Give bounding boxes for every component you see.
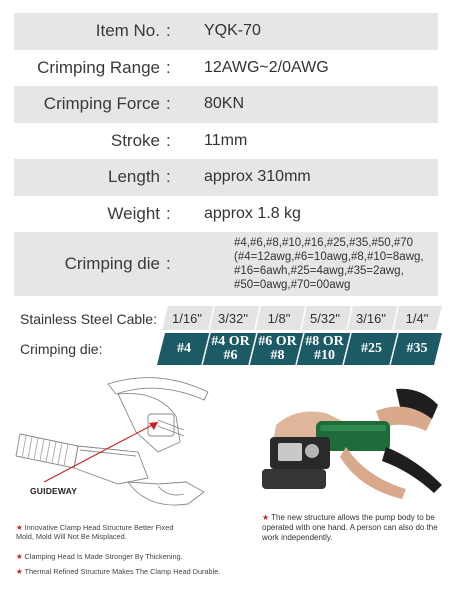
feature-note-text: Innovative Clamp Head Structure Better Fixed Mold, Mold Will Not Be Misplaced. <box>16 523 174 541</box>
die-cell-line: #8 OR <box>305 334 344 349</box>
die-cell-4 <box>161 333 207 365</box>
red-star-icon: ★ <box>262 513 270 522</box>
spec-colon: : <box>166 21 171 41</box>
spec-colon: : <box>166 203 171 223</box>
spec-row-crimping-range <box>14 50 438 87</box>
upper-handle-outline <box>108 378 208 400</box>
spec-label: Stroke <box>110 130 160 150</box>
spec-colon: : <box>166 94 171 114</box>
guideway-arrow-line <box>44 422 158 482</box>
spec-value: YQK-70 <box>204 22 261 40</box>
spec-row-stroke <box>14 123 438 160</box>
feature-note-text: Thermal Refined Structure Makes The Clamp Head Durable. <box>24 567 221 576</box>
die-list-line: #16=6awh,#25=4awg,#35=2awg, <box>234 265 404 277</box>
spec-table <box>14 13 438 296</box>
die-cell-line: #8 <box>270 348 285 363</box>
die-list-line: (#4=12awg,#6=10awg,#8,#10=8awg, <box>234 251 424 263</box>
cable-size-label: Stainless Steel Cable: <box>20 311 157 327</box>
spec-label: Weight <box>107 203 160 223</box>
cable-size-bar <box>162 306 442 330</box>
one-hand-operation-note <box>262 513 448 543</box>
feature-note-text: Clamping Head Is Made Stronger By Thickening. <box>24 552 183 561</box>
pump-body-outline <box>74 446 148 484</box>
spec-label: Item No. <box>95 21 160 41</box>
spec-row-item-no <box>14 13 438 50</box>
feature-note-2 <box>16 552 216 561</box>
spec-row-crimping-force <box>14 86 438 123</box>
cable-size-3-16: 3/16" <box>356 310 386 326</box>
cable-size-1-4: 1/4" <box>405 310 429 326</box>
red-star-icon: ★ <box>16 523 23 532</box>
cable-size-5-32: 5/32" <box>310 310 340 326</box>
cable-size-1-16: 1/16" <box>172 310 202 326</box>
crimp-head-outline <box>118 393 180 452</box>
lower-clamp-shape <box>262 469 326 489</box>
feature-note-1 <box>16 523 186 541</box>
die-cell-35 <box>395 333 439 365</box>
die-cell-4-or-6 <box>207 333 254 365</box>
spec-colon: : <box>166 57 171 77</box>
spec-label: Crimping Range <box>37 57 160 77</box>
feature-note-3 <box>16 567 226 576</box>
spec-value: 80KN <box>204 95 245 113</box>
lower-clamp-detail <box>158 486 184 495</box>
one-hand-operation-text: The new structure allows the pump body to be operated with one hand. A person can also do the work independently. <box>262 513 438 542</box>
red-star-icon: ★ <box>16 567 23 576</box>
spec-row-length <box>14 159 438 196</box>
die-cell-line: #6 OR <box>258 334 297 349</box>
die-block-shape <box>278 443 302 461</box>
red-star-icon: ★ <box>16 552 23 561</box>
spec-label: Crimping Force <box>43 94 160 114</box>
spec-label: Crimping die <box>64 254 160 273</box>
die-cell-line: #4 <box>177 341 191 356</box>
die-cell-8-or-10 <box>301 333 348 365</box>
spec-label: Length <box>108 167 160 187</box>
product-photo <box>256 385 446 507</box>
green-pump-highlight <box>320 425 386 431</box>
spec-colon: : <box>166 167 171 187</box>
spec-value-die-list <box>184 236 438 292</box>
spec-row-crimping-die <box>14 232 438 296</box>
die-list-line: #4,#6,#8,#10,#16,#25,#35,#50,#70 <box>234 237 414 249</box>
spec-colon: : <box>166 130 171 150</box>
guide-rails <box>158 420 184 436</box>
spec-value: approx 1.8 kg <box>204 204 301 222</box>
handle-grip-ribs <box>22 436 68 466</box>
die-cell-line: #25 <box>361 341 382 356</box>
crimping-die-label: Crimping die: <box>20 341 103 357</box>
cable-size-3-32: 3/32" <box>218 310 248 326</box>
die-cell-line: #10 <box>314 348 335 363</box>
die-cell-6-or-8 <box>254 333 301 365</box>
crimping-die-bar <box>157 333 442 365</box>
cable-size-1-8: 1/8" <box>267 310 291 326</box>
spec-value: approx 310mm <box>204 168 311 186</box>
spec-colon: : <box>166 254 171 273</box>
guideway-callout: GUIDEWAY <box>30 486 78 496</box>
spec-value: 12AWG~2/0AWG <box>204 58 329 76</box>
die-list-line: #50=0awg,#70=00awg <box>234 279 351 291</box>
spec-row-weight <box>14 196 438 233</box>
die-cell-line: #6 <box>223 348 238 363</box>
lower-clamp-outline <box>128 482 204 505</box>
die-cell-line: #4 OR <box>211 334 250 349</box>
die-cell-line: #35 <box>406 341 428 356</box>
spec-value: 11mm <box>204 131 248 149</box>
die-cell-25 <box>348 333 395 365</box>
die-ring-shape <box>305 444 319 458</box>
